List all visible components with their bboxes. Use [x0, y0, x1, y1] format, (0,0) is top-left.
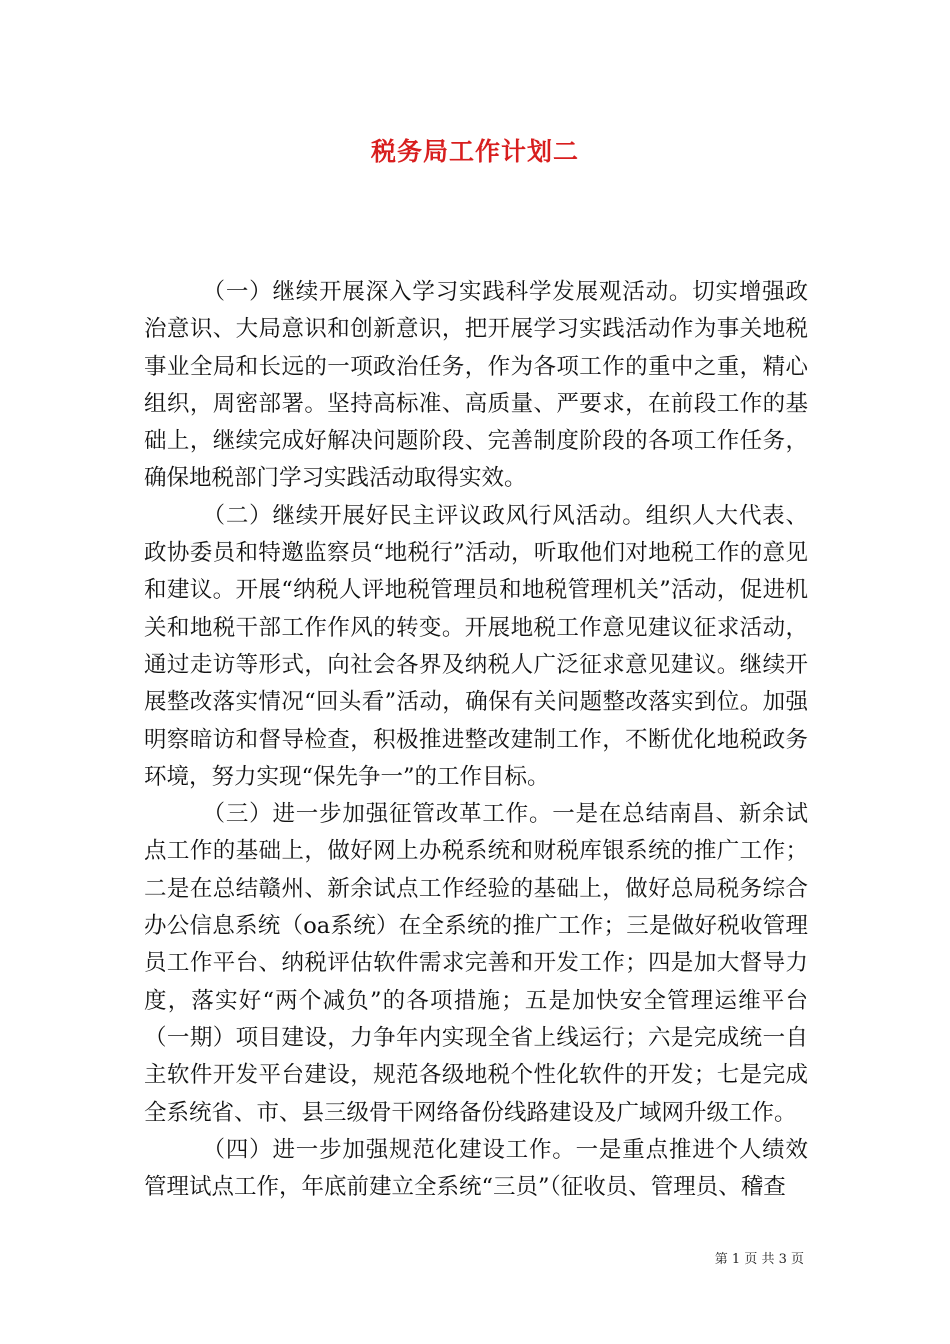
paragraph-1: （一）继续开展深入学习实践科学发展观活动。切实增强政治意识、大局意识和创新意识，把开展学习实践活动作为事关地税事业全局和长远的一项政治任务，作为各项工作的重中之重，精心组织，周密部署。坚持高标准、高质量、严要求，在前段工作的基础上，继续完成好解决问题阶段、完善制度阶段的各项工作任务，确保地税部门学习实践活动取得实效。	[144, 279, 808, 492]
paragraph-3: （三）进一步加强征管改革工作。一是在总结南昌、新余试点工作的基础上，做好网上办税系统和财税库银系统的推广工作；二是在总结赣州、新余试点工作经验的基础上，做好总局税务综合办公信息系统（oa系统）在全系统的推广工作；三是做好税收管理员工作平台、纳税评估软件需求完善和开发工作；四是加大督导力度，落实好“两个减负”的各项措施；五是加快安全管理运维平台（一期）项目建设，力争年内实现全省上线运行；六是完成统一自主软件开发平台建设，规范各级地税个性化软件的开发；七是完成全系统省、市、县三级骨干网络备份线路建设及广域网升级工作。	[144, 801, 808, 1126]
document-body	[144, 274, 808, 1206]
paragraph-2: （二）继续开展好民主评议政风行风活动。组织人大代表、政协委员和特邀监察员“地税行”活动，听取他们对地税工作的意见和建议。开展“纳税人评地税管理员和地税管理机关”活动，促进机关和地税干部工作作风的转变。开展地税工作意见建议征求活动，通过走访等形式，向社会各界及纳税人广泛征求意见建议。继续开展整改落实情况“回头看”活动，确保有关问题整改落实到位。加强明察暗访和督导检查，积极推进整改建制工作，不断优化地税政务环境，努力实现“保先争一”的工作目标。	[144, 502, 808, 790]
page-number-footer: 第 1 页 共 3 页	[714, 1252, 804, 1267]
document-title: 税务局工作计划二	[370, 137, 579, 166]
paragraph-4: （四）进一步加强规范化建设工作。一是重点推进个人绩效管理试点工作，年底前建立全系统“三员”（征收员、管理员、稽查	[144, 1136, 808, 1201]
